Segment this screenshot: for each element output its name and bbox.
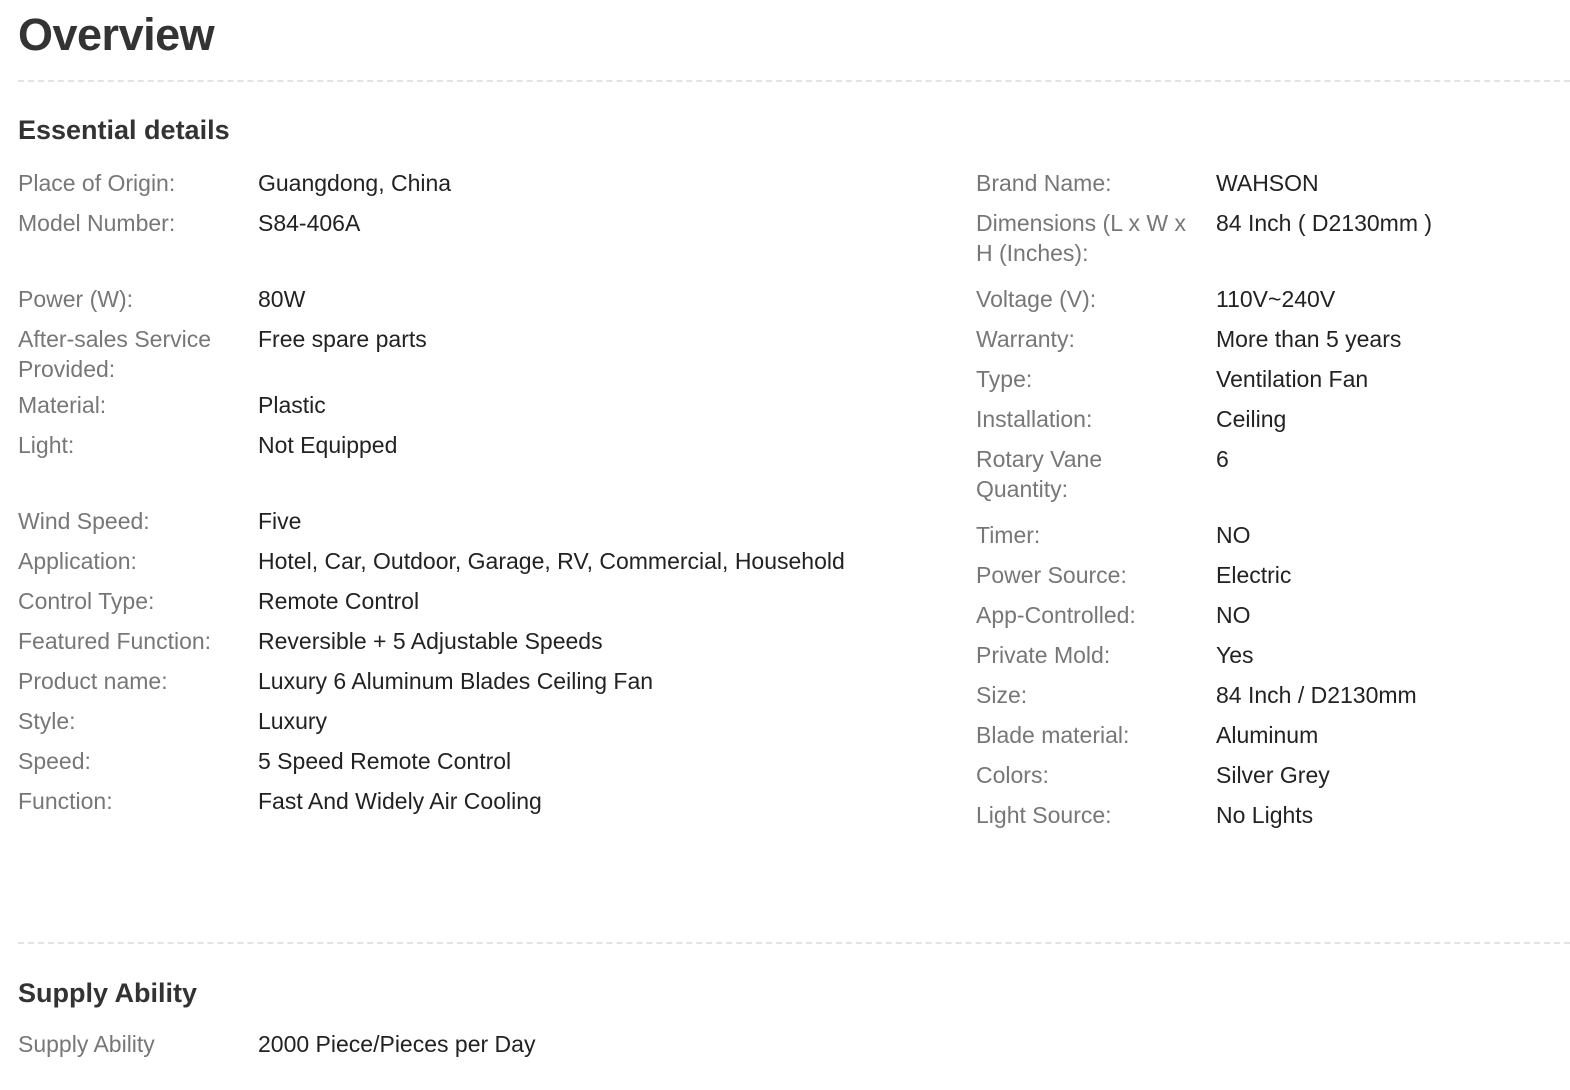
attribute-label: Blade material: <box>976 722 1130 748</box>
attribute-label: Private Mold: <box>976 642 1111 668</box>
attribute-value: Fast And Widely Air Cooling <box>258 788 542 814</box>
attribute-value: Ceiling <box>1216 406 1287 432</box>
attribute-row-function <box>18 783 976 823</box>
attribute-row-blade-material <box>976 717 1570 757</box>
attribute-value: NO <box>1216 522 1251 548</box>
attribute-value: 5 Speed Remote Control <box>258 748 512 774</box>
attribute-value: Free spare parts <box>258 326 427 352</box>
attribute-label: Application: <box>18 548 137 574</box>
page-title: Overview <box>18 9 215 60</box>
attribute-row-speed <box>18 743 976 783</box>
essential-details-left-column <box>18 165 976 823</box>
attribute-label: Installation: <box>976 406 1093 432</box>
attribute-label: Place of Origin: <box>18 170 176 196</box>
attribute-row-featured-function <box>18 623 976 663</box>
attribute-label: Speed: <box>18 748 91 774</box>
attribute-label: Size: <box>976 682 1028 708</box>
attribute-label: Power (W): <box>18 286 133 312</box>
essential-details-heading: Essential details <box>18 115 230 145</box>
attribute-value: More than 5 years <box>1216 326 1402 352</box>
attribute-row-type <box>976 361 1570 401</box>
attribute-label: Type: <box>976 366 1033 392</box>
attribute-value: 6 <box>1216 446 1229 472</box>
attribute-value: Hotel, Car, Outdoor, Garage, RV, Commercial, Household <box>258 548 845 574</box>
attribute-value: No Lights <box>1216 802 1314 828</box>
attribute-label: Warranty: <box>976 326 1075 352</box>
section-divider <box>18 942 1570 944</box>
attribute-row-light <box>18 427 976 467</box>
attribute-label: Wind Speed: <box>18 508 150 534</box>
attribute-value: Ventilation Fan <box>1216 366 1369 392</box>
attribute-row-private-mold <box>976 637 1570 677</box>
attribute-value: Five <box>258 508 302 534</box>
attribute-value: Aluminum <box>1216 722 1319 748</box>
attribute-value: Silver Grey <box>1216 762 1330 788</box>
attribute-row-after-sales-service <box>18 321 976 387</box>
attribute-row-application <box>18 543 976 583</box>
attribute-row-brand-name <box>976 165 1570 205</box>
row-spacer <box>18 467 976 503</box>
attribute-label: Featured Function: <box>18 628 212 654</box>
attribute-row-rotary-vane-quantity <box>976 441 1570 517</box>
attribute-value: Luxury 6 Aluminum Blades Ceiling Fan <box>258 668 654 694</box>
attribute-label: App-Controlled: <box>976 602 1136 628</box>
attribute-value: Not Equipped <box>258 432 398 458</box>
attribute-row-dimensions <box>976 205 1570 281</box>
attribute-row-material <box>18 387 976 427</box>
attribute-label: Light Source: <box>976 802 1112 828</box>
attribute-label: Timer: <box>976 522 1041 548</box>
attribute-label: Material: <box>18 392 107 418</box>
attribute-value: Luxury <box>258 708 328 734</box>
attribute-row-installation <box>976 401 1570 441</box>
attribute-row-place-of-origin <box>18 165 976 205</box>
attribute-label: Control Type: <box>18 588 155 614</box>
attribute-value: 84 Inch / D2130mm <box>1216 682 1417 708</box>
attribute-value: Electric <box>1216 562 1292 588</box>
attribute-row-control-type <box>18 583 976 623</box>
attribute-value: WAHSON <box>1216 170 1319 196</box>
attribute-label: Voltage (V): <box>976 286 1097 312</box>
attribute-value: 80W <box>258 286 306 312</box>
attribute-row-product-name <box>18 663 976 703</box>
attribute-label: Product name: <box>18 668 168 694</box>
attribute-label: Colors: <box>976 762 1049 788</box>
attribute-label: Model Number: <box>18 210 176 236</box>
attribute-row-power <box>18 281 976 321</box>
attribute-label: Supply Ability <box>18 1031 155 1057</box>
attribute-row-model-number <box>18 205 976 245</box>
attribute-value: 110V~240V <box>1216 286 1336 312</box>
attribute-row-size <box>976 677 1570 717</box>
attribute-value: 2000 Piece/Pieces per Day <box>258 1031 536 1057</box>
attribute-row-supply-ability <box>18 1029 535 1059</box>
attribute-value: Plastic <box>258 392 326 418</box>
attribute-label: Style: <box>18 708 76 734</box>
attribute-row-app-controlled <box>976 597 1570 637</box>
attribute-value: Guangdong, China <box>258 170 452 196</box>
supply-ability-heading: Supply Ability <box>18 978 198 1008</box>
attribute-label: Dimensions (L x W x H (Inches): <box>976 210 1187 266</box>
attribute-value: Yes <box>1216 642 1254 668</box>
attribute-row-warranty <box>976 321 1570 361</box>
attribute-row-timer <box>976 517 1570 557</box>
attribute-label: Rotary Vane Quantity: <box>976 446 1103 502</box>
attribute-value: Reversible + 5 Adjustable Speeds <box>258 628 603 654</box>
attribute-label: Function: <box>18 788 113 814</box>
attribute-row-colors <box>976 757 1570 797</box>
attribute-value: 84 Inch ( D2130mm ) <box>1216 210 1433 236</box>
top-divider <box>18 80 1570 82</box>
attribute-row-style <box>18 703 976 743</box>
attribute-row-light-source <box>976 797 1570 837</box>
row-spacer <box>18 245 976 281</box>
essential-details-grid <box>18 165 1570 837</box>
attribute-label: Brand Name: <box>976 170 1112 196</box>
attribute-row-power-source <box>976 557 1570 597</box>
attribute-value: NO <box>1216 602 1251 628</box>
essential-details-right-column <box>976 165 1570 837</box>
attribute-label: Power Source: <box>976 562 1127 588</box>
attribute-label: Light: <box>18 432 75 458</box>
attribute-value: Remote Control <box>258 588 420 614</box>
attribute-row-voltage <box>976 281 1570 321</box>
attribute-value: S84-406A <box>258 210 361 236</box>
attribute-row-wind-speed <box>18 503 976 543</box>
attribute-label: After-sales Service Provided: <box>18 326 212 382</box>
